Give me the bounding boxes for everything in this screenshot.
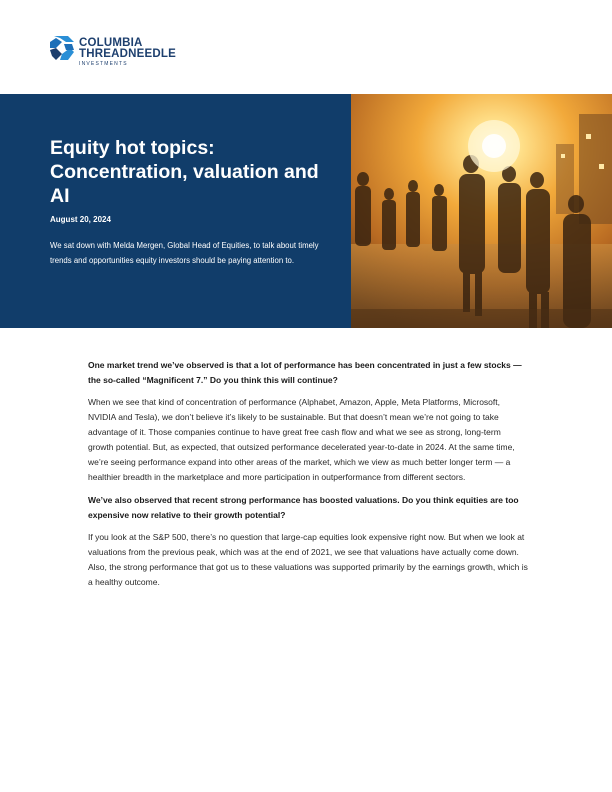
logo-mark-icon: [48, 34, 76, 62]
question-2: We’ve also observed that recent strong performance has boosted valuations. Do you think equities are too expensive now relative to their growth potential?: [88, 495, 519, 520]
answer-2: If you look at the S&P 500, there’s no question that large-cap equities look expensive right now. But when we look at valuations from the previous peak, which was at the end of 2021, we see that valuations have actually come down. Also, the strong performance that got us to these valuations was supported primarily by the earnings growth, which is a healthy outcome.: [88, 532, 528, 587]
publish-date: August 20, 2024: [50, 215, 111, 224]
hero-photo: [351, 94, 612, 328]
logo-line-2: THREADNEEDLE: [79, 48, 176, 60]
hero-banner: [0, 94, 612, 328]
question-1: One market trend we’ve observed is that a lot of performance has been concentrated in just a few stocks — the so-called “Magnificent 7.” Do you think this will continue?: [88, 360, 522, 385]
intro-text: We sat down with Melda Mergen, Global Head of Equities, to talk about timely trends and opportunities equity investors should be paying attention to.: [50, 241, 319, 265]
logo-line-1: COLUMBIA: [79, 37, 143, 49]
answer-1: When we see that kind of concentration of performance (Alphabet, Amazon, Apple, Meta Platforms, Microsoft, NVIDIA and Tesla), we don’t believe it’s likely to be sustainable. But that doesn’t mean we’re not going to take advantage of it. Those companies continue to have great free cash flow and what we see as strong, long-term growth potential. But, as expected, that outsized performance decelerated year-to-date in 2024. At the same time, we’re seeing performance expand into other areas of the market, which we view as much better longer term — a healthier breadth in the marketplace and more participation in outperformance from different sectors.: [88, 397, 515, 482]
page-title: Equity hot topics: Concentration, valuation and AI: [50, 137, 319, 207]
logo-subtitle: INVESTMENTS: [79, 61, 128, 67]
article-body: [88, 358, 528, 598]
city-crowd-sunset-image: [351, 94, 612, 328]
hero-text-panel: [0, 94, 351, 328]
company-logo: [48, 34, 228, 70]
